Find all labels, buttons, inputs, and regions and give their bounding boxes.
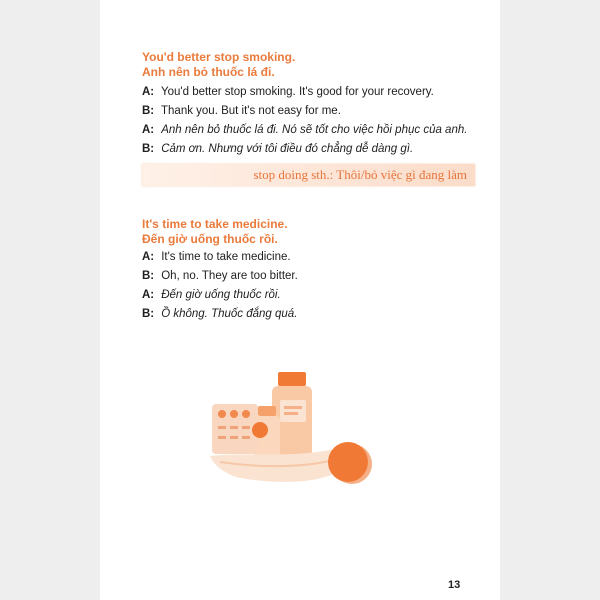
dialog-text: Oh, no. They are too bitter. xyxy=(161,270,298,282)
section1-dialog xyxy=(142,83,482,159)
speaker-label: B: xyxy=(142,308,155,320)
page-gutter-left xyxy=(0,0,100,600)
section2-dialog xyxy=(142,248,482,324)
page-gutter-right xyxy=(500,0,600,600)
dialog-line xyxy=(142,121,482,140)
page-number: 13 xyxy=(448,579,461,591)
dialog-line xyxy=(142,267,482,286)
dialog-line xyxy=(142,286,482,305)
dialog-text: Đến giờ uống thuốc rồi. xyxy=(161,289,281,301)
dialog-text: You'd better stop smoking. It's good for your recovery. xyxy=(161,86,434,98)
section2-title-vi: Đến giờ uống thuốc rồi. xyxy=(142,232,278,246)
section1-heading xyxy=(142,50,295,80)
vocab-note-text: stop doing sth.: Thôi/bỏ việc gì đang làm xyxy=(253,167,467,182)
dialog-text: It's time to take medicine. xyxy=(161,251,291,263)
section1-title-en: You'd better stop smoking. xyxy=(142,50,296,64)
dialog-text: Ồ không. Thuốc đắng quá. xyxy=(161,308,298,320)
pill-blister-pack-icon xyxy=(212,404,258,454)
speaker-label: B: xyxy=(142,105,155,117)
dialog-line xyxy=(142,140,482,159)
speaker-label: A: xyxy=(142,124,155,136)
section2-heading xyxy=(142,217,288,247)
speaker-label: B: xyxy=(142,270,155,282)
speaker-label: B: xyxy=(142,143,155,155)
medicine-hand-illustration xyxy=(200,360,400,490)
book-page xyxy=(100,0,500,600)
speaker-label: A: xyxy=(142,289,155,301)
section1-title-vi: Anh nên bỏ thuốc lá đi. xyxy=(142,65,275,79)
vocab-note-band xyxy=(142,164,475,186)
dialog-line xyxy=(142,248,482,267)
section2-title-en: It's time to take medicine. xyxy=(142,217,288,231)
speaker-label: A: xyxy=(142,251,155,263)
dialog-text: Cảm ơn. Nhưng với tôi điều đó chẳng dễ dàng gì. xyxy=(161,143,414,155)
dialog-line xyxy=(142,102,482,121)
dialog-line xyxy=(142,305,482,324)
dialog-line xyxy=(142,83,482,102)
dialog-text: Anh nên bỏ thuốc lá đi. Nó sẽ tốt cho việc hồi phục của anh. xyxy=(161,124,468,136)
speaker-label: A: xyxy=(142,86,155,98)
dialog-text: Thank you. But it's not easy for me. xyxy=(161,105,341,117)
round-tablet-icon xyxy=(328,442,372,484)
pill-icon xyxy=(252,422,268,438)
